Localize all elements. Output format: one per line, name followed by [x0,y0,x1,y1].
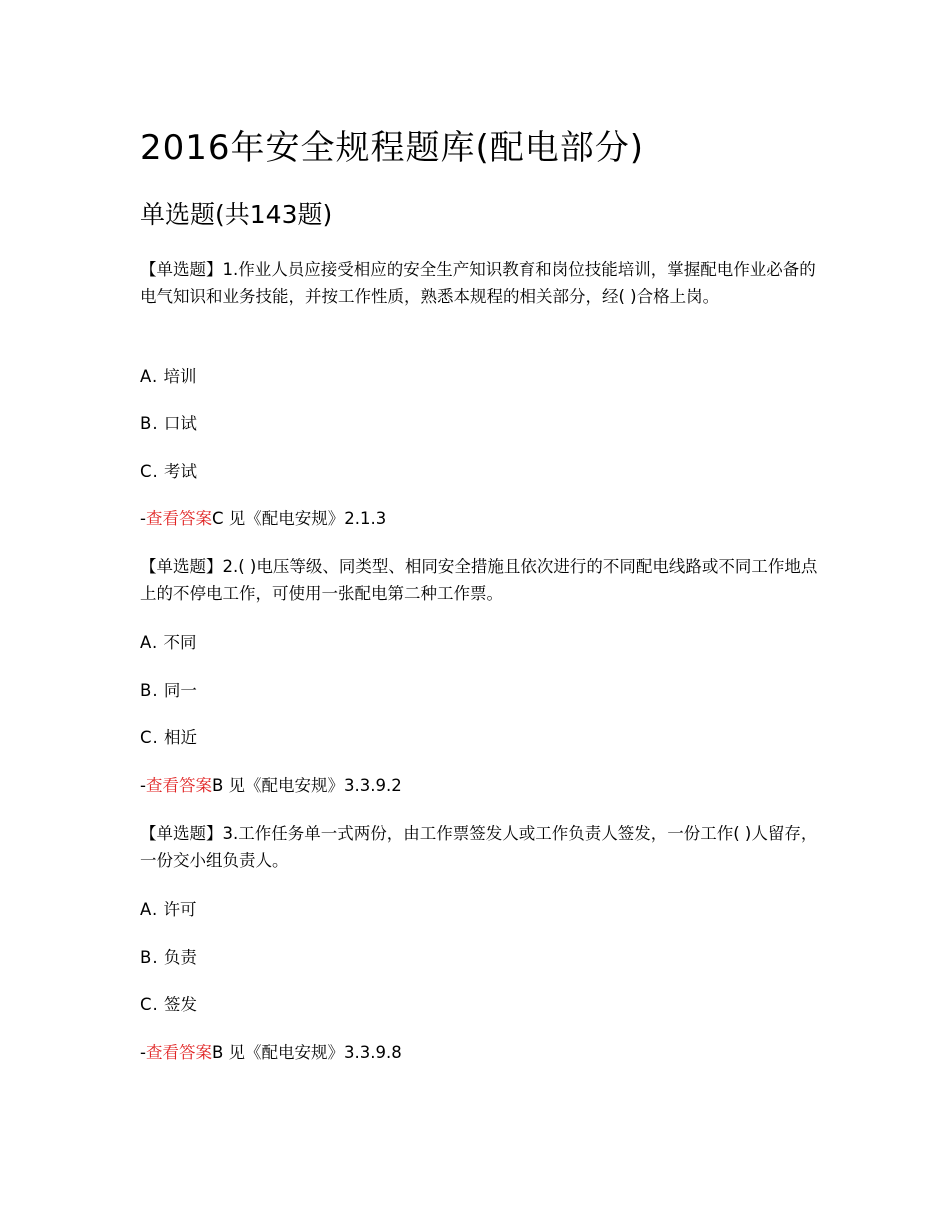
question-text: 3.工作任务单一式两份，由工作票签发人或工作负责人签发，一份工作( )人留存，一份交小组负责人。 [140,824,818,870]
option-a [140,631,197,655]
option-text: 同一 [163,681,197,700]
answer-line [140,507,386,531]
question-tag: 【单选题】 [140,824,223,843]
option-letter: C. [140,995,159,1014]
answer-prefix: - [140,776,146,795]
option-letter: B. [140,414,159,433]
option-letter: A. [140,367,159,386]
option-c [140,460,197,484]
view-answer-link[interactable]: 查看答案 [145,1043,212,1062]
question-tag: 【单选题】 [140,260,223,279]
option-text: 考试 [164,462,198,481]
option-letter: B. [140,681,159,700]
answer-text: B 见《配电安规》3.3.9.8 [211,1043,402,1062]
option-text: 许可 [163,900,197,919]
option-a [140,898,197,922]
option-text: 口试 [163,414,197,433]
answer-prefix: - [140,509,146,528]
option-text: 培训 [163,367,197,386]
question-stem [140,256,820,310]
answer-text: C 见《配电安规》2.1.3 [211,509,387,528]
option-letter: A. [140,633,159,652]
option-b [140,412,197,436]
view-answer-link[interactable]: 查看答案 [145,776,212,795]
option-text: 签发 [164,995,198,1014]
answer-text: B 见《配电安规》3.3.9.2 [211,776,402,795]
option-letter: B. [140,948,159,967]
option-b [140,679,197,703]
question-stem [140,553,820,607]
option-text: 负责 [163,948,197,967]
section-title: 单选题(共143题) [140,200,333,229]
question-text: 1.作业人员应接受相应的安全生产知识教育和岗位技能培训，掌握配电作业必备的电气知识和业务技能，并按工作性质，熟悉本规程的相关部分，经( )合格上岗。 [140,260,816,306]
option-c [140,726,197,750]
question-stem [140,820,820,874]
view-answer-link[interactable]: 查看答案 [145,509,212,528]
answer-line [140,1041,402,1065]
option-letter: C. [140,462,159,481]
option-letter: C. [140,728,159,747]
option-text: 相近 [164,728,198,747]
option-c [140,993,197,1017]
answer-prefix: - [140,1043,146,1062]
answer-line [140,774,402,798]
question-tag: 【单选题】 [140,557,223,576]
option-a [140,365,197,389]
option-b [140,946,197,970]
option-letter: A. [140,900,159,919]
question-text: 2.( )电压等级、同类型、相同安全措施且依次进行的不同配电线路或不同工作地点上的不停电工作，可使用一张配电第二种工作票。 [140,557,818,603]
document-title: 2016年安全规程题库(配电部分) [140,128,645,168]
option-text: 不同 [163,633,197,652]
